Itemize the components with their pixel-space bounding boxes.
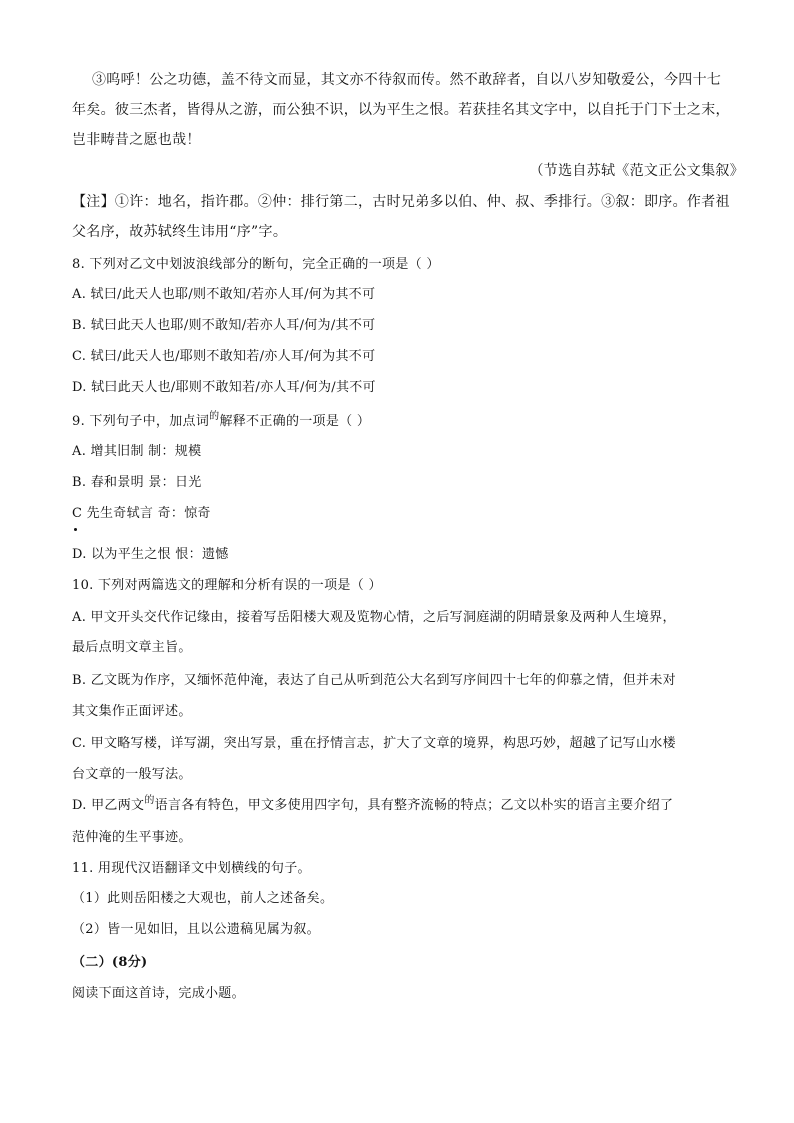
question-9-stem-post: 解释不正确的一项是（ ） [219, 414, 371, 429]
question-10-option-c: C. 甲文略写楼，详写湖，突出写景，重在抒情言志，扩大了文章的境界，构思巧妙，超越了记写山水楼 [72, 736, 676, 751]
question-9-option-d: D. 以为平生之恨 恨：遗憾 [72, 547, 229, 562]
question-10-option-b: B. 乙文既为作序，又缅怀范仲淹，表达了自己从听到范公大名到写序间四十七年的仰慕之情，但并未对 [72, 673, 676, 688]
question-9-stem-pre: 9. 下列句子中，加点词 [72, 414, 210, 429]
question-9-option-c-letter: C [72, 506, 83, 521]
question-8-stem: 8. 下列对乙文中划波浪线部分的断句，完全正确的一项是（ ） [72, 257, 440, 272]
note-line: 【注】①许：地名，指许郡。②仲：排行第二，古时兄弟多以伯、仲、叔、季排行。③叙：即序。作者祖 [72, 194, 730, 210]
question-9-option-b: B. 春和景明 景：日光 [72, 475, 202, 490]
question-9-stem [72, 412, 722, 433]
passage-line: 年矣。彼三杰者，皆得从之游，而公独不识，以为平生之恨。若获挂名其文字中，以自托于门下士之末， [72, 102, 730, 118]
question-11-sentence-1: （1）此则岳阳楼之大观也，前人之述备矣。 [72, 891, 334, 906]
question-8-option-c: C. 轼曰/此天人也/耶则不敢知若/亦人耳/何为其不可 [72, 349, 376, 364]
question-10-option-c-cont: 台文章的一般写法。 [72, 767, 192, 782]
question-10-option-a: A. 甲文开头交代作记缘由，接着写岳阳楼大观及览物心情，之后写洞庭湖的阴晴景象及两种人生境界， [72, 610, 676, 625]
question-10-option-d-pre: D. 甲乙两文 [72, 798, 145, 813]
question-8-option-d: D. 轼曰此天人也/耶则不敢知若/亦人耳/何为/其不可 [72, 380, 376, 395]
passage-source: （节选自苏轼《范文正公文集叙》 [529, 163, 744, 179]
question-10-option-d-cont: 范仲淹的生平事迹。 [72, 830, 192, 845]
question-9-option-c [72, 504, 722, 524]
question-10-option-b-cont: 其文集作正面评述。 [72, 704, 192, 719]
question-11-stem: 11. 用现代汉语翻译文中划横线的句子。 [72, 861, 311, 876]
passage-line: 岂非畴昔之愿也哉！ [72, 132, 201, 148]
question-9-option-c-text: 先生奇轼言 奇：惊奇 [82, 506, 211, 521]
section-2-instruction: 阅读下面这首诗，完成小题。 [72, 986, 245, 1001]
question-9-stem-sup: 的 [209, 411, 220, 422]
question-10-option-d-sup: 的 [144, 795, 155, 806]
passage-line: ③呜呼！公之功德，盖不待文而显，其文亦不待叙而传。然不敢辞者，自以八岁知敬爱公，今四十七 [92, 72, 722, 88]
note-line: 父名序，故苏轼终生讳用“序”字。 [72, 224, 288, 240]
question-8-option-b: B. 轼曰此天人也耶/则不敢知/若亦人耳/何为/其不可 [72, 318, 376, 333]
question-10-option-d [72, 796, 722, 817]
question-9-option-a: A. 增其旧制 制：规模 [72, 444, 202, 459]
question-10-option-a-cont: 最后点明文章主旨。 [72, 640, 192, 655]
question-11-sentence-2: （2）皆一见如旧，且以公遗稿见属为叙。 [72, 922, 320, 937]
question-8-option-a: A. 轼曰/此天人也耶/则不敢知/若亦人耳/何为其不可 [72, 287, 376, 302]
question-10-stem: 10. 下列对两篇选文的理解和分析有误的一项是（ ） [72, 578, 382, 593]
question-10-option-d-post: 语言各有特色，甲文多使用四字句，具有整齐流畅的特点；乙文以朴实的语言主要介绍了 [154, 798, 674, 813]
section-2-heading: （二）(8分) [72, 955, 148, 970]
